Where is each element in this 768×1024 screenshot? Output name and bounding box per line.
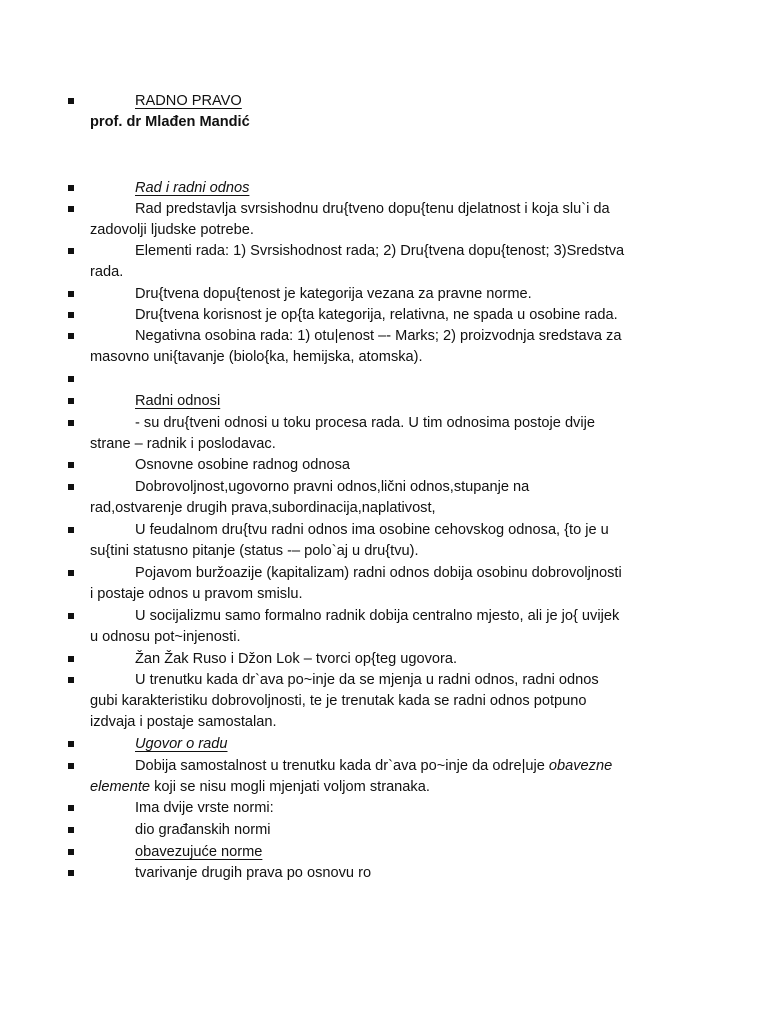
list-item: Dobrovoljnost,ugovorno pravni odnos,lični odnos,stupanje na bbox=[135, 479, 530, 495]
list-item-continuation: zadovolji ljudske potrebe. bbox=[90, 222, 254, 238]
bullet-marker bbox=[68, 206, 74, 212]
list-item-continuation: su{tini statusno pitanje (status -– polo`aj u dru{tvu). bbox=[90, 543, 419, 559]
list-item: Rad predstavlja svrsishodnu dru{tveno dopu{tenu djelatnost i koja slu`i da bbox=[135, 201, 610, 217]
bullet-marker bbox=[68, 420, 74, 426]
list-item-continuation: u odnosu pot~injenosti. bbox=[90, 629, 241, 645]
list-item: U socijalizmu samo formalno radnik dobija centralno mjesto, ali je jo{ uvijek bbox=[135, 608, 620, 624]
list-item-continuation: izdvaja i postaje samostalan. bbox=[90, 714, 277, 730]
bullet-marker bbox=[68, 613, 74, 619]
list-item: - su dru{tveni odnosi u toku procesa rada. U tim odnosima postoje dvije bbox=[135, 415, 595, 431]
list-item: Ima dvije vrste normi: bbox=[135, 800, 274, 816]
list-item: tvarivanje drugih prava po osnovu ro bbox=[135, 865, 372, 881]
bullet-marker bbox=[68, 291, 74, 297]
list-item-continuation: strane – radnik i poslodavac. bbox=[90, 436, 276, 452]
list-item: U trenutku kada dr`ava po~inje da se mjenja u radni odnos, radni odnos bbox=[135, 672, 599, 688]
bullet-marker bbox=[68, 677, 74, 683]
section-heading: Ugovor o radu bbox=[135, 736, 228, 752]
list-item-continuation: gubi karakteristiku dobrovoljnosti, te je trenutak kada se radni odnos potpuno bbox=[90, 693, 587, 709]
bullet-marker bbox=[68, 805, 74, 811]
bullet-marker bbox=[68, 870, 74, 876]
document-author: prof. dr Mlađen Mandić bbox=[90, 114, 250, 130]
document-title: RADNO PRAVO bbox=[135, 93, 242, 109]
section-heading: Rad i radni odnos bbox=[135, 180, 250, 196]
bullet-marker bbox=[68, 656, 74, 662]
bullet-marker bbox=[68, 827, 74, 833]
list-item-continuation: i postaje odnos u pravom smislu. bbox=[90, 586, 303, 602]
list-item: Osnovne osobine radnog odnosa bbox=[135, 457, 351, 473]
list-item: Negativna osobina rada: 1) otu|enost –- Marks; 2) proizvodnja sredstava za bbox=[135, 328, 622, 344]
list-item: Dobija samostalnost u trenutku kada dr`ava po~inje da odre|uje obavezne bbox=[135, 758, 613, 774]
list-item: Žan Žak Ruso i Džon Lok – tvorci op{teg ugovora. bbox=[135, 651, 458, 667]
bullet-marker bbox=[68, 185, 74, 191]
list-item: U feudalnom dru{tvu radni odnos ima osobine cehovskog odnosa, {to je u bbox=[135, 522, 609, 538]
bullet-marker bbox=[68, 570, 74, 576]
bullet-marker bbox=[68, 398, 74, 404]
list-item-continuation: rad,ostvarenje drugih prava,subordinacija,naplativost, bbox=[90, 500, 436, 516]
list-item: obavezujuće norme bbox=[135, 844, 263, 860]
bullet-marker bbox=[68, 741, 74, 747]
bullet-marker bbox=[68, 248, 74, 254]
list-item: Pojavom buržoazije (kapitalizam) radni odnos dobija osobinu dobrovoljnosti bbox=[135, 565, 622, 581]
list-item: Elementi rada: 1) Svrsishodnost rada; 2) Dru{tvena dopu{tenost; 3)Sredstva bbox=[135, 243, 625, 259]
bullet-marker bbox=[68, 312, 74, 318]
bullet-marker bbox=[68, 462, 74, 468]
list-item-continuation: rada. bbox=[90, 264, 124, 280]
bullet-marker bbox=[68, 484, 74, 490]
bullet-marker bbox=[68, 763, 74, 769]
list-item: Dru{tvena dopu{tenost je kategorija vezana za pravne norme. bbox=[135, 286, 532, 302]
list-item-continuation: masovno uni{tavanje (biolo{ka, hemijska, atomska). bbox=[90, 349, 423, 365]
bullet-marker bbox=[68, 333, 74, 339]
bullet-marker bbox=[68, 527, 74, 533]
list-item: Dru{tvena korisnost je op{ta kategorija, relativna, ne spada u osobine rada. bbox=[135, 307, 618, 323]
section-heading: Radni odnosi bbox=[135, 393, 221, 409]
bullet-marker bbox=[68, 98, 74, 104]
bullet-marker bbox=[68, 376, 74, 382]
list-item: dio građanskih normi bbox=[135, 822, 271, 838]
bullet-marker bbox=[68, 849, 74, 855]
list-item-continuation: elemente koji se nisu mogli mjenjati voljom stranaka. bbox=[90, 779, 430, 795]
